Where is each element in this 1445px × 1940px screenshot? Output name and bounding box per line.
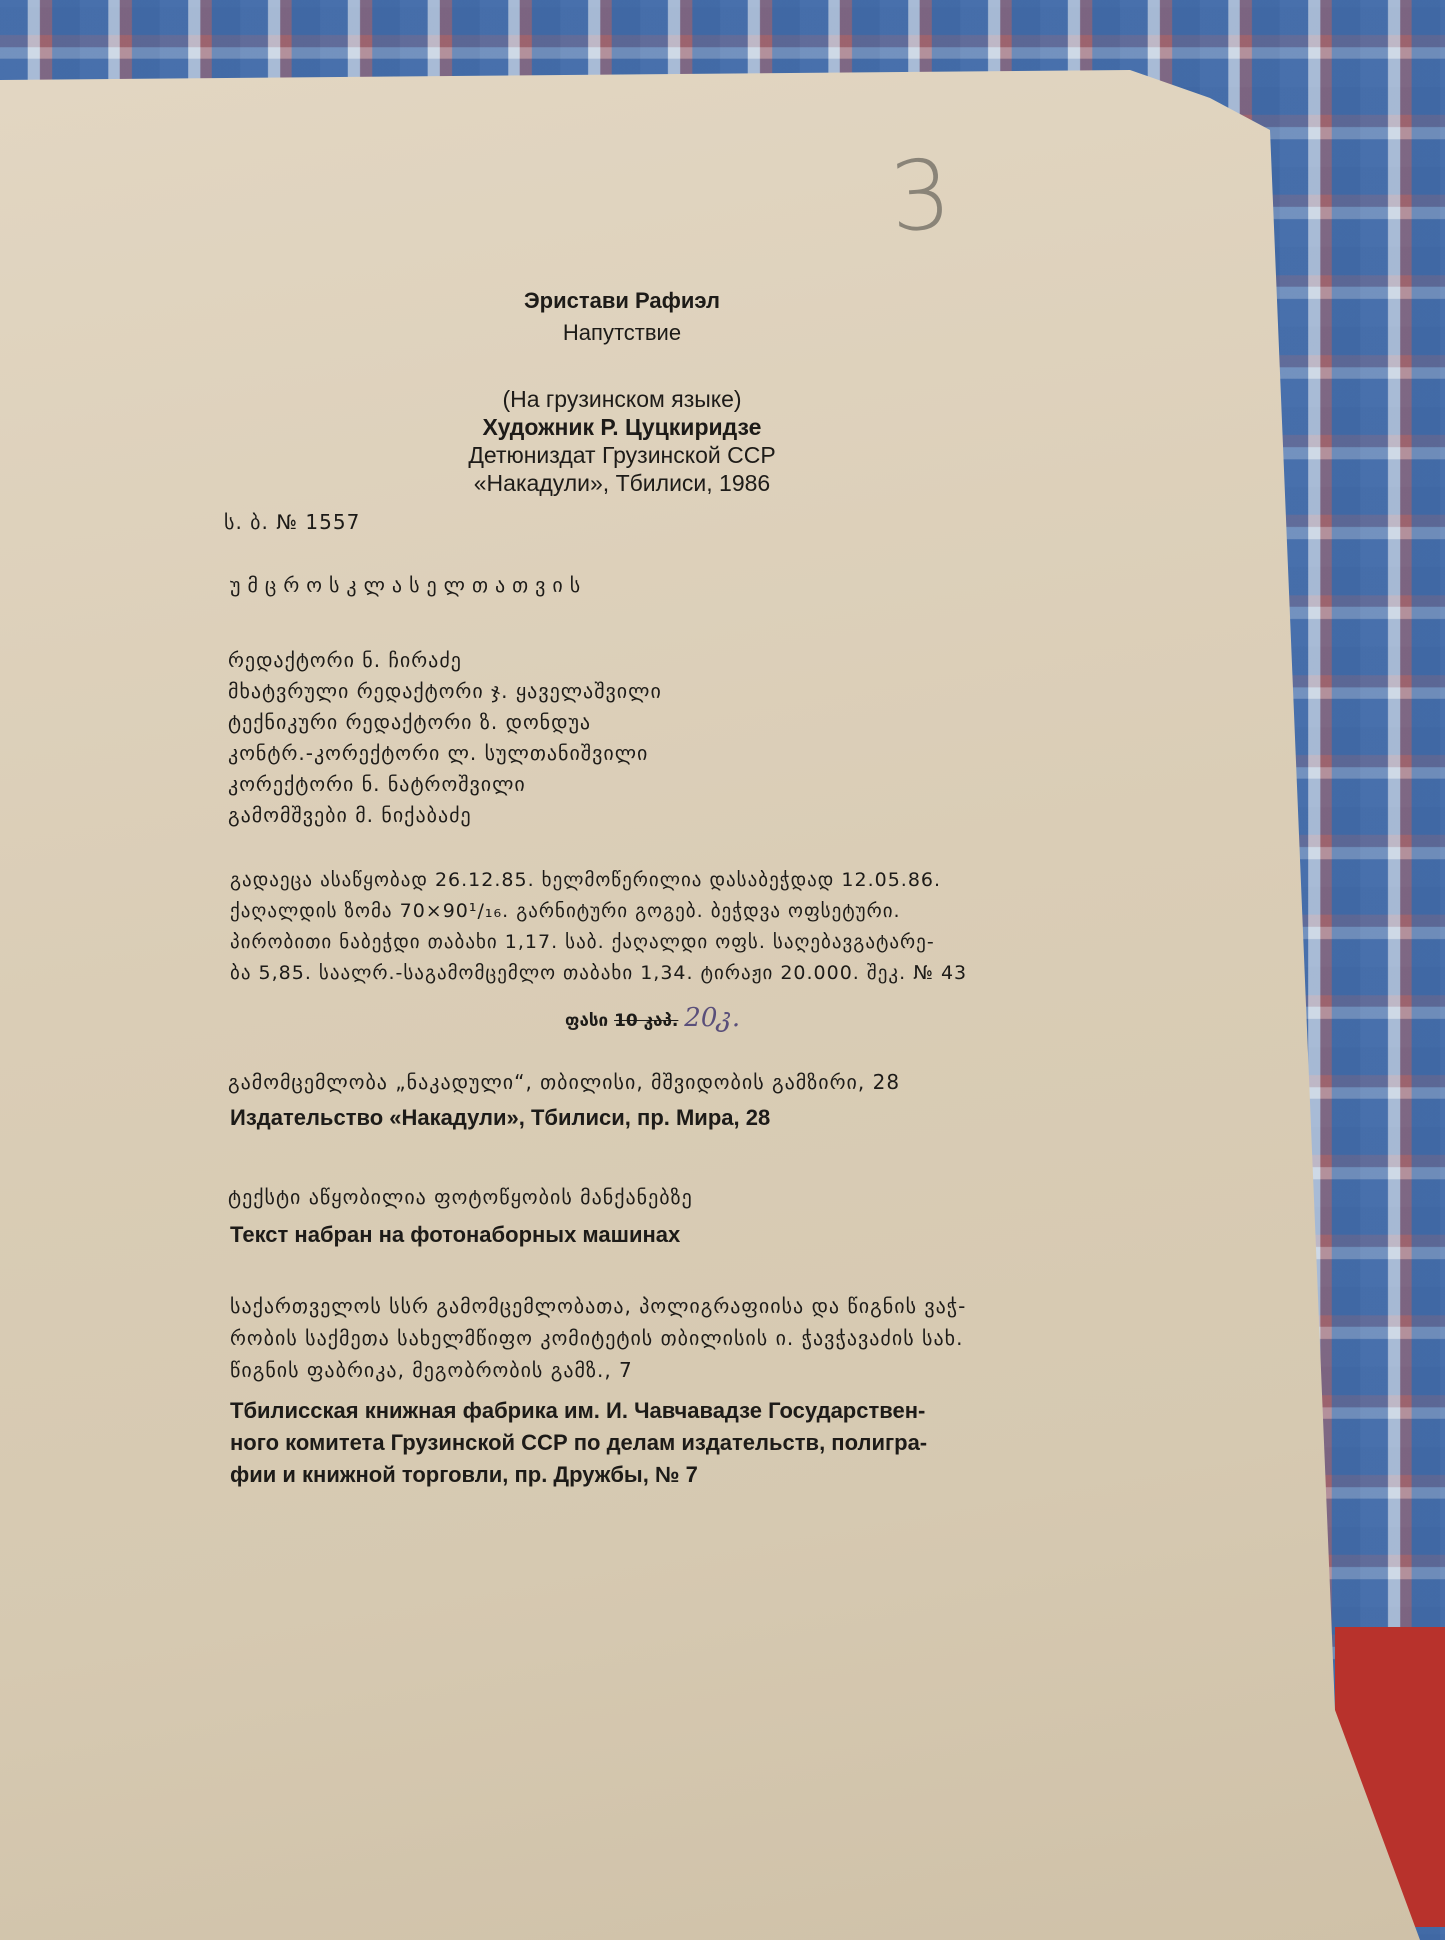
printer-ru	[230, 1395, 1090, 1491]
printer-geo	[230, 1290, 1070, 1386]
staff-line: მხატვრული რედაქტორი ჯ. ყაველაშვილი	[228, 679, 662, 703]
specs-line: ბა 5,85. საალრ.-საგამომცემლო თაბახი 1,34. ტირაჟი 20.000. შეკ. № 43	[230, 962, 968, 984]
publisher-geo: გამომცემლობა „ნაკადული“, თბილისი, მშვიდობის გამზირი, 28	[228, 1070, 901, 1094]
printer-geo-line: რობის საქმეთა სახელმწიფო კომიტეტის თბილისის ი. ჭავჭავაძის სახ.	[230, 1326, 964, 1350]
typeset-geo: ტექსტი აწყობილია ფოტოწყობის მანქანებზე	[228, 1185, 693, 1209]
typeset-ru: Текст набран на фотонаборных машинах	[230, 1222, 681, 1247]
author-name: Эристави Рафиэл	[524, 288, 720, 313]
price-handwritten: 20კ.	[684, 1003, 741, 1033]
specs-line: ქაღალდის ზომა 70×90¹/₁₆. გარნიტური გოგებ. ბეჭდვა ოფსეტური.	[230, 900, 901, 922]
price-struck: 10 კაპ.	[614, 1011, 679, 1031]
staff-line: გამომშვები მ. ნიქაბაძე	[228, 803, 472, 827]
imprint-block	[322, 385, 922, 497]
printer-ru-line: фии и книжной торговли, пр. Дружбы, № 7	[230, 1462, 698, 1487]
imprint-line: «Накадули», Тбилиси, 1986	[473, 470, 771, 496]
printer-geo-line: საქართველოს სსრ გამომცემლობათა, პოლიგრაფიისა და წიგნის ვაჭ-	[230, 1294, 967, 1318]
specs-line: პირობითი ნაბეჭდი თაბახი 1,17. საბ. ქაღალდი ოფს. საღებავგატარე-	[230, 931, 935, 953]
staff-list	[228, 645, 662, 831]
staff-line: კონტრ.-კორექტორი ლ. სულთანიშვილი	[228, 741, 649, 765]
staff-line: ტექნიკური რედაქტორი ზ. დონდუა	[228, 710, 592, 734]
imprint-line: Детюниздат Грузинской ССР	[468, 442, 776, 468]
staff-line: რედაქტორი ნ. ჩირაძე	[228, 648, 462, 672]
staff-line: კორექტორი ნ. ნატროშვილი	[228, 772, 526, 796]
handwritten-page-number: 3	[886, 138, 955, 254]
specs-line: გადაეცა ასაწყობად 26.12.85. ხელმოწერილია დასაბეჭდად 12.05.86.	[230, 869, 942, 891]
series-label: უმცროსკლასელთათვის	[230, 573, 588, 597]
price-label: ფასი	[565, 1011, 609, 1031]
order-code: ს. ბ. № 1557	[224, 510, 361, 534]
printer-ru-line: Тбилисская книжная фабрика им. И. Чавчавадзе Государствен-	[230, 1398, 926, 1423]
price-line	[565, 1003, 740, 1033]
publisher-ru: Издательство «Накадули», Тбилиси, пр. Мира, 28	[230, 1105, 771, 1130]
book-title: Напутствие	[562, 320, 682, 345]
print-specs	[230, 865, 1070, 989]
printer-ru-line: ного комитета Грузинской ССР по делам издательств, полигра-	[230, 1430, 928, 1455]
imprint-line: Художник Р. Цуцкиридзе	[482, 414, 762, 440]
imprint-line: (На грузинском языке)	[502, 386, 742, 412]
printer-geo-line: წიგნის ფაბრიკა, მეგობრობის გამზ., 7	[230, 1358, 633, 1382]
